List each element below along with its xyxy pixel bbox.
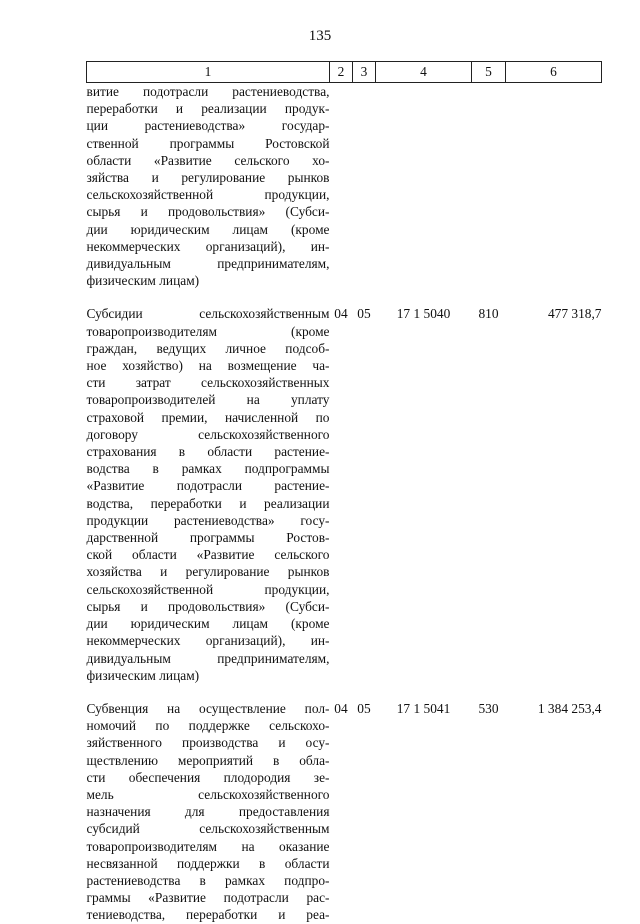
description-line: некоммерческих организаций), ин-: [86, 633, 330, 649]
description-line: сырья и продовольствия» (Субси-: [86, 598, 330, 614]
target-article-cell: 17 1 5041: [396, 700, 451, 716]
column-header-5: 5: [472, 62, 506, 83]
amount-cell: 477 318,7: [547, 306, 602, 322]
table-row: [87, 700, 602, 924]
description-line: хозяйства и регулирование рынков: [86, 564, 330, 580]
description-line: несвязанной поддержки в области: [86, 855, 330, 871]
subsection-code-cell: 05: [357, 306, 371, 322]
column-header-2: 2: [330, 62, 353, 83]
description-line: сельскохозяйственной продукции,: [86, 187, 330, 203]
section-code-cell: 04: [334, 306, 348, 322]
target-article-cell: 17 1 5040: [396, 306, 451, 322]
description-line: водства в рамках подпрограммы: [86, 461, 330, 477]
description-line: субсидий сельскохозяйственным: [86, 821, 330, 837]
description-line: ществлению мероприятий в обла-: [86, 752, 330, 768]
column-header-3: 3: [353, 62, 376, 83]
subsection-code-cell: 05: [357, 700, 371, 716]
amount-cell: 1 384 253,4: [537, 700, 602, 716]
description-line: дии юридическим лицам (кроме: [86, 221, 330, 237]
description-cell: [87, 700, 330, 924]
description-line: сырья и продовольствия» (Субси-: [86, 204, 330, 220]
description-line: некоммерческих организаций), ин-: [86, 238, 330, 254]
description-line: товаропроизводителей на уплату: [86, 392, 330, 408]
description-line: ской области «Развитие сельского: [86, 547, 330, 563]
description-line: «Развитие подотрасли растение-: [86, 478, 330, 494]
description-line: ции растениеводства» государ-: [86, 118, 330, 134]
description-line: ное хозяйство) на возмещение ча-: [86, 358, 330, 374]
description-line: дивидуальным предпринимателям,: [86, 650, 330, 666]
description-line: зяйственного производства и осу-: [86, 735, 330, 751]
table-header-row: [87, 62, 602, 83]
table-row: [87, 83, 602, 290]
description-line: сельскохозяйственной продукции,: [86, 581, 330, 597]
description-line: страховой премии, начисленной по: [86, 409, 330, 425]
page-number: 135: [308, 28, 332, 44]
description-line: растениеводства в рамках подпро-: [86, 872, 330, 888]
description-line: дарственной программы Ростов-: [86, 530, 330, 546]
column-header-1: 1: [87, 62, 330, 83]
description-line: продукции растениеводства» госу-: [86, 512, 330, 528]
budget-table: [86, 61, 602, 924]
expense-type-cell: 810: [478, 306, 499, 322]
description-line: Субвенция на осуществление пол-: [86, 700, 330, 716]
description-line: дии юридическим лицам (кроме: [86, 616, 330, 632]
table-body: [87, 83, 602, 924]
row-spacer-cell: [87, 289, 602, 305]
expense-type-cell: [472, 83, 506, 290]
description-line: Субсидии сельскохозяйственным: [86, 306, 330, 322]
section-code-cell: 04: [334, 700, 348, 716]
description-line: дивидуальным предпринимателям,: [86, 256, 330, 272]
expense-type-cell: 530: [478, 700, 499, 716]
description-line: физическим лицам): [86, 667, 200, 683]
description-line: области «Развитие сельского хо-: [86, 152, 330, 168]
description-line: назначения для предоставления: [86, 804, 330, 820]
description-line: ственной программы Ростовской: [86, 135, 330, 151]
description-line: договору сельскохозяйственного: [86, 426, 330, 442]
description-line: переработки и реализации продук-: [86, 101, 330, 117]
table-row: [87, 305, 602, 683]
row-spacer: [87, 289, 602, 305]
column-header-6: 6: [506, 62, 602, 83]
description-cell: [87, 305, 330, 683]
description-line: физическим лицам): [86, 273, 200, 289]
description-line: сти затрат сельскохозяйственных: [86, 375, 330, 391]
description-line: граждан, ведущих личное подсоб-: [86, 340, 330, 356]
target-article-cell: [376, 83, 472, 290]
description-line: мель сельскохозяйственного: [86, 786, 330, 802]
row-spacer-cell: [87, 684, 602, 700]
amount-cell: [506, 83, 602, 290]
description-cell: [87, 83, 330, 290]
column-header-4: 4: [376, 62, 472, 83]
description-line: водства, переработки и реализации: [86, 495, 330, 511]
description-line: товаропроизводителям на оказание: [86, 838, 330, 854]
description-line: зяйства и регулирование рынков: [86, 170, 330, 186]
subsection-code-cell: [353, 83, 376, 290]
description-line: товаропроизводителям (кроме: [86, 323, 330, 339]
description-line: страхования в области растение-: [86, 444, 330, 460]
description-line: витие подотрасли растениеводства,: [86, 84, 330, 99]
description-line: тениеводства, переработки и реа-: [86, 907, 330, 923]
section-code-cell: [330, 83, 353, 290]
row-spacer: [87, 684, 602, 700]
description-line: сти обеспечения плодородия зе-: [86, 769, 330, 785]
description-line: номочий по поддержке сельскохо-: [86, 718, 330, 734]
description-line: граммы «Развитие подотрасли рас-: [86, 890, 330, 906]
